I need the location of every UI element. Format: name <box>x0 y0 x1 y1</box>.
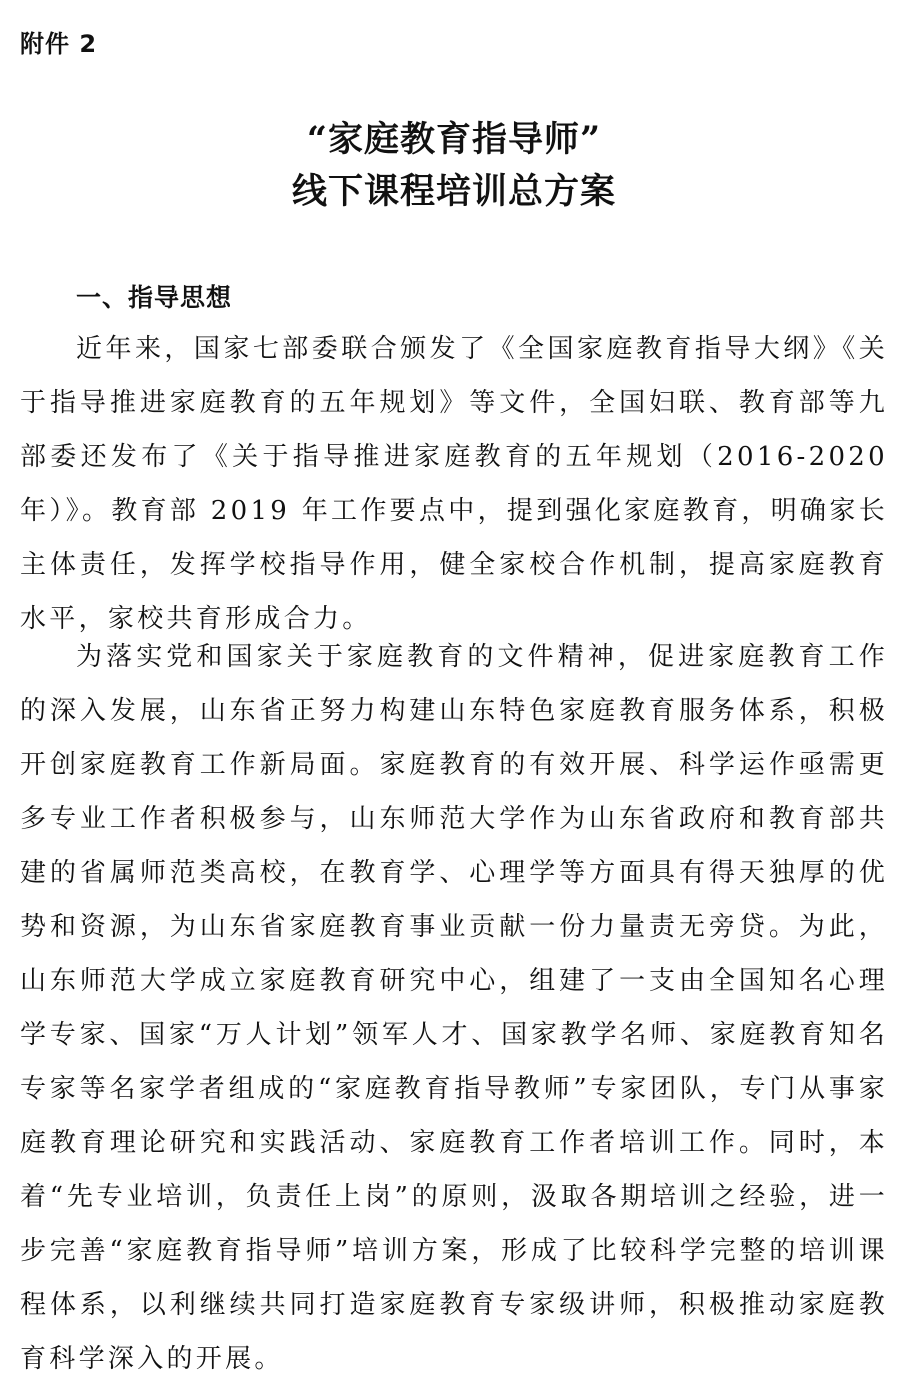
attachment-label: 附件 2 <box>20 30 98 58</box>
body-paragraph-1: 近年来，国家七部委联合颁发了《全国家庭教育指导大纲》《关于指导推进家庭教育的五年规划》等文件，全国妇联、教育部等九部委还发布了《关于指导推进家庭教育的五年规划（2016-2020 年）》。教育部 2019 年工作要点中，提到强化家庭教育，明确家长主体责任，发挥学校指导作用，健全家校合作机制，提高家庭教育水平，家校共育形成合力。 <box>20 334 888 634</box>
document-title-line2: 线下课程培训总方案 <box>291 171 616 212</box>
section-heading: 一、指导思想 <box>76 283 233 312</box>
body-paragraph-2: 为落实党和国家关于家庭教育的文件精神，促进家庭教育工作的深入发展，山东省正努力构建山东特色家庭教育服务体系，积极开创家庭教育工作新局面。家庭教育的有效开展、科学运作亟需更多专业工作者积极参与，山东师范大学作为山东省政府和教育部共建的省属师范类高校，在教育学、心理学等方面具有得天独厚的优势和资源，为山东省家庭教育事业贡献一份力量责无旁贷。为此，山东师范大学成立家庭教育研究中心，组建了一支由全国知名心理学专家、国家“万人计划”领军人才、国家教学名师、家庭教育知名专家等名家学者组成的“家庭教育指导教师”专家团队，专门从事家庭教育理论研究和实践活动、家庭教育工作者培训工作。同时，本着“先专业培训，负责任上岗”的原则，汲取各期培训之经验，进一步完善“家庭教育指导师”培训方案，形成了比较科学完整的培训课程体系，以利继续共同打造家庭教育专家级讲师，积极推动家庭教育科学深入的开展。 <box>20 642 888 1374</box>
document-title-line1: “家庭教育指导师” <box>306 119 602 160</box>
